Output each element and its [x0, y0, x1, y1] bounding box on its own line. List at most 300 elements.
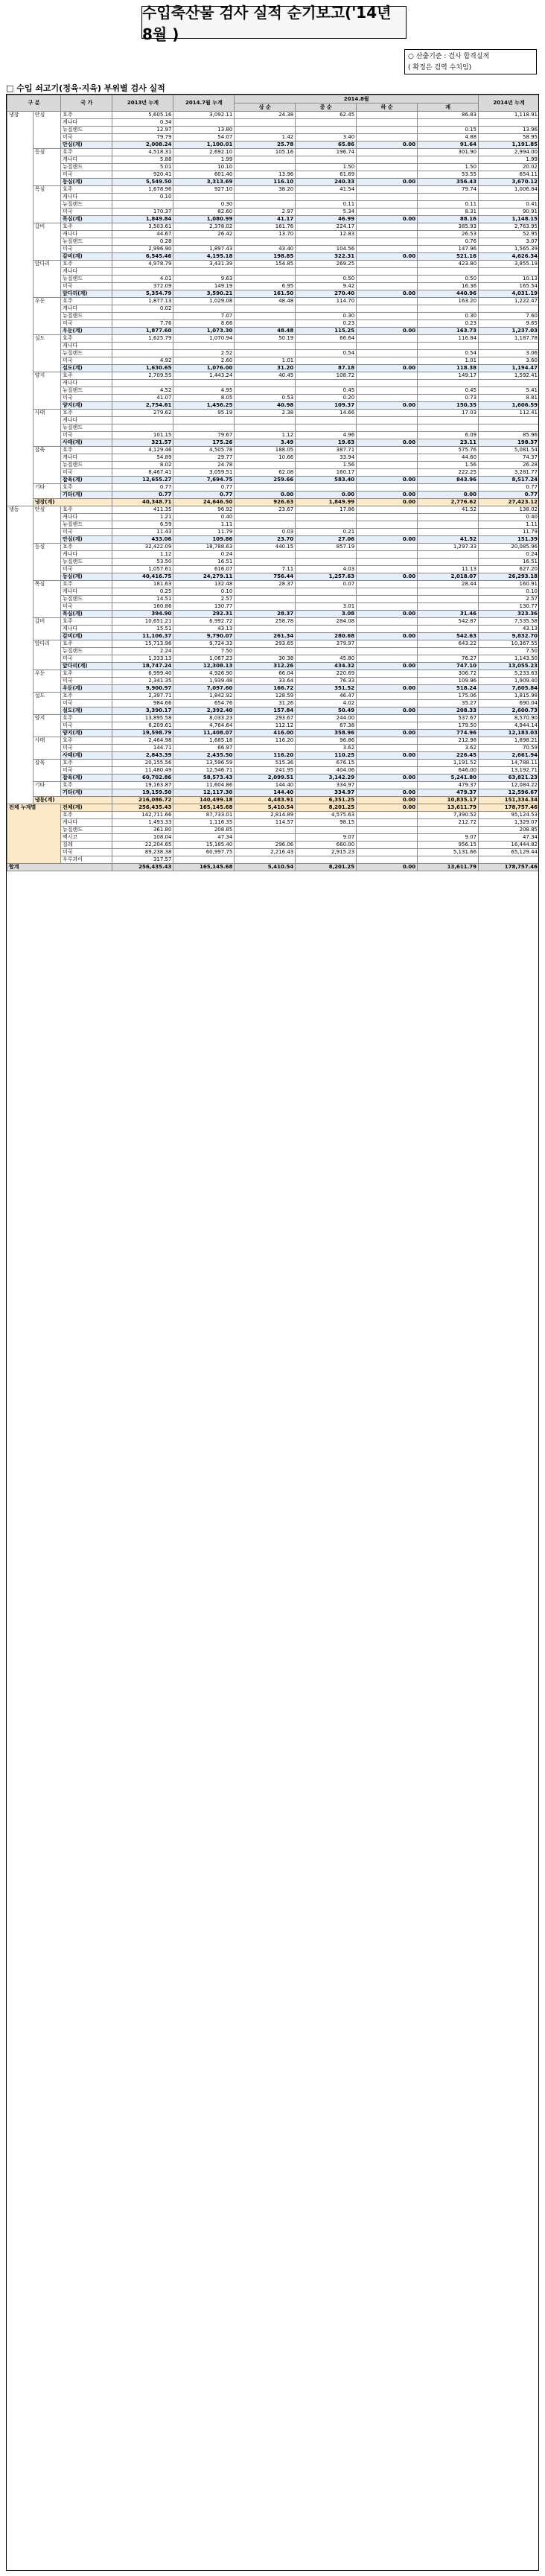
- value-cell: 179.50: [418, 722, 479, 730]
- value-cell: 4.01: [112, 276, 173, 283]
- value-cell: 416.00: [235, 730, 296, 737]
- value-cell: [357, 298, 418, 305]
- table-row: [7, 767, 540, 775]
- cut-part: 앞다리: [33, 640, 60, 670]
- value-cell: 322.31: [296, 253, 357, 261]
- subtotal-row: [7, 685, 540, 693]
- value-cell: 130.77: [479, 603, 539, 611]
- value-cell: 660.00: [296, 842, 357, 849]
- value-cell: 8,570.90: [479, 715, 539, 722]
- value-cell: [357, 529, 418, 536]
- value-cell: 2,843.39: [112, 752, 173, 760]
- value-cell: 0.23: [418, 320, 479, 328]
- value-cell: 2,814.89: [235, 812, 296, 819]
- subtotal-row: [7, 536, 540, 544]
- value-cell: 542.87: [418, 618, 479, 626]
- country-cell: 뉴질랜드: [60, 164, 112, 171]
- value-cell: 3.08: [296, 611, 357, 618]
- value-cell: 244.00: [296, 715, 357, 722]
- value-cell: [296, 156, 357, 164]
- value-cell: 62.08: [235, 469, 296, 477]
- value-cell: [357, 387, 418, 395]
- value-cell: 38.20: [235, 186, 296, 194]
- value-cell: [296, 238, 357, 246]
- value-cell: 6.59: [112, 521, 173, 529]
- value-cell: 1,849.84: [112, 216, 173, 223]
- value-cell: [357, 715, 418, 722]
- value-cell: 19,159.50: [112, 789, 173, 797]
- table-row: [7, 544, 540, 551]
- value-cell: 334.97: [296, 789, 357, 797]
- value-cell: 6,999.40: [112, 670, 173, 678]
- value-cell: 2,378.02: [173, 223, 235, 231]
- value-cell: [235, 305, 296, 313]
- table-row: [7, 350, 540, 357]
- subtotal-label: 우둔(계): [60, 328, 112, 335]
- cut-part: 양지: [33, 372, 60, 410]
- country-cell: 캐나다: [60, 343, 112, 350]
- value-cell: 1,678.96: [112, 186, 173, 194]
- value-cell: [357, 313, 418, 320]
- value-cell: [357, 581, 418, 588]
- value-cell: [357, 603, 418, 611]
- value-cell: 46.99: [296, 216, 357, 223]
- value-cell: 85.96: [479, 432, 539, 439]
- value-cell: 41.54: [296, 186, 357, 194]
- value-cell: [357, 849, 418, 856]
- value-cell: 616.07: [173, 566, 235, 573]
- value-cell: 58.95: [479, 134, 539, 141]
- value-cell: [357, 760, 418, 767]
- value-cell: [418, 521, 479, 529]
- value-cell: 161.50: [235, 290, 296, 298]
- value-cell: [418, 603, 479, 611]
- value-cell: 20,155.56: [112, 760, 173, 767]
- value-cell: 2.38: [235, 410, 296, 417]
- value-cell: 147.96: [418, 246, 479, 253]
- value-cell: 11,604.86: [173, 782, 235, 789]
- value-cell: 13,055.23: [479, 663, 539, 670]
- value-cell: 321.57: [112, 439, 173, 447]
- value-cell: 926.63: [235, 499, 296, 506]
- value-cell: [235, 276, 296, 283]
- value-cell: 2.60: [173, 357, 235, 365]
- country-cell: 뉴질랜드: [60, 350, 112, 357]
- subtotal-label: 설도(계): [60, 707, 112, 715]
- table-row: [7, 715, 540, 722]
- value-cell: 11,480.49: [112, 767, 173, 775]
- inspection-table: [7, 95, 539, 871]
- value-cell: 116.20: [235, 752, 296, 760]
- value-cell: [418, 268, 479, 276]
- header-month-sum: 계: [418, 104, 479, 112]
- value-cell: 2,464.98: [112, 737, 173, 745]
- header-early-month: 상 순: [235, 104, 296, 112]
- table-row: [7, 112, 540, 119]
- value-cell: 18,788.63: [173, 544, 235, 551]
- value-cell: 3.62: [418, 745, 479, 752]
- value-cell: [173, 856, 235, 864]
- value-cell: [235, 127, 296, 134]
- value-cell: [235, 164, 296, 171]
- value-cell: 222.25: [418, 469, 479, 477]
- grand-row: [7, 856, 540, 864]
- value-cell: 40,348.71: [112, 499, 173, 506]
- country-cell: 미국: [60, 655, 112, 663]
- table-row: [7, 246, 540, 253]
- value-cell: 3.01: [296, 603, 357, 611]
- subtotal-label: 양지(계): [60, 402, 112, 410]
- table-row: [7, 469, 540, 477]
- value-cell: 1,592.41: [479, 372, 539, 380]
- subtotal-row: [7, 663, 540, 670]
- value-cell: 296.06: [235, 842, 296, 849]
- value-cell: 98.15: [296, 819, 357, 827]
- value-cell: 12,655.27: [112, 477, 173, 484]
- country-cell: 호주: [60, 447, 112, 454]
- value-cell: [296, 305, 357, 313]
- value-cell: [479, 268, 539, 276]
- value-cell: 2,600.73: [479, 707, 539, 715]
- value-cell: 13.96: [479, 127, 539, 134]
- value-cell: 518.24: [418, 685, 479, 693]
- value-cell: [357, 514, 418, 521]
- value-cell: 95,124.53: [479, 812, 539, 819]
- value-cell: 4.03: [296, 566, 357, 573]
- value-cell: 2,008.24: [112, 141, 173, 149]
- subtotal-label: 사태(계): [60, 752, 112, 760]
- table-row: [7, 335, 540, 343]
- value-cell: 385.93: [418, 223, 479, 231]
- value-cell: [235, 462, 296, 469]
- table-row: [7, 387, 540, 395]
- value-cell: [357, 320, 418, 328]
- value-cell: 108.04: [112, 834, 173, 842]
- value-cell: 0.03: [235, 529, 296, 536]
- header-late-month: 하 순: [357, 104, 418, 112]
- storage-category: 냉장: [7, 112, 34, 506]
- value-cell: 5.41: [479, 387, 539, 395]
- value-cell: 5,410.54: [235, 864, 296, 871]
- value-cell: 3,142.29: [296, 775, 357, 782]
- value-cell: 4,575.63: [296, 812, 357, 819]
- value-cell: 160.91: [479, 581, 539, 588]
- value-cell: 927.10: [173, 186, 235, 194]
- value-cell: 15,713.96: [112, 640, 173, 648]
- value-cell: 4,483.91: [235, 797, 296, 804]
- value-cell: 2.24: [112, 648, 173, 655]
- value-cell: 116.20: [235, 737, 296, 745]
- country-cell: 뉴질랜드: [60, 238, 112, 246]
- value-cell: [235, 834, 296, 842]
- value-cell: 3,855.19: [479, 261, 539, 268]
- value-cell: [235, 856, 296, 864]
- value-cell: [296, 514, 357, 521]
- value-cell: 3,313.69: [173, 179, 235, 186]
- value-cell: 394.90: [112, 611, 173, 618]
- value-cell: 26.42: [173, 231, 235, 238]
- value-cell: 0.34: [112, 119, 173, 127]
- subtotal-row: [7, 253, 540, 261]
- value-cell: 16,444.82: [479, 842, 539, 849]
- value-cell: 19,163.87: [112, 782, 173, 789]
- value-cell: 284.08: [296, 618, 357, 626]
- value-cell: [235, 417, 296, 424]
- value-cell: 14.51: [112, 596, 173, 603]
- value-cell: [479, 305, 539, 313]
- value-cell: 45.80: [296, 655, 357, 663]
- value-cell: 515.36: [235, 760, 296, 767]
- value-cell: 28.37: [235, 611, 296, 618]
- value-cell: 11.79: [173, 529, 235, 536]
- table-row: [7, 238, 540, 246]
- country-cell: 캐나다: [60, 380, 112, 387]
- value-cell: 0.00: [357, 789, 418, 797]
- table-row: [7, 618, 540, 626]
- value-cell: 1,333.13: [112, 655, 173, 663]
- value-cell: [357, 551, 418, 559]
- value-cell: 108.72: [296, 372, 357, 380]
- value-cell: 654.76: [173, 700, 235, 707]
- value-cell: 292.31: [173, 611, 235, 618]
- value-cell: [296, 194, 357, 201]
- value-cell: 165.54: [479, 283, 539, 290]
- value-cell: 12,308.13: [173, 663, 235, 670]
- value-cell: 14,788.11: [479, 760, 539, 767]
- value-cell: 7.07: [173, 313, 235, 320]
- table-row: [7, 700, 540, 707]
- table-row: [7, 596, 540, 603]
- subtotal-label: 등심(계): [60, 179, 112, 186]
- value-cell: [235, 514, 296, 521]
- subtotal-row: [7, 633, 540, 640]
- value-cell: 1,815.98: [479, 693, 539, 700]
- value-cell: 0.00: [357, 752, 418, 760]
- value-cell: [235, 745, 296, 752]
- value-cell: [112, 380, 173, 387]
- value-cell: [418, 596, 479, 603]
- value-cell: [357, 842, 418, 849]
- subtotal-row: [7, 730, 540, 737]
- value-cell: 1,080.99: [173, 216, 235, 223]
- country-cell: 캐나다: [60, 588, 112, 596]
- value-cell: 5,241.80: [418, 775, 479, 782]
- value-cell: [357, 834, 418, 842]
- table-row: [7, 164, 540, 171]
- value-cell: 0.00: [235, 492, 296, 499]
- country-cell: 호주: [60, 693, 112, 700]
- value-cell: 270.40: [296, 290, 357, 298]
- value-cell: [357, 268, 418, 276]
- value-cell: 1,057.61: [112, 566, 173, 573]
- value-cell: 0.28: [112, 238, 173, 246]
- country-cell: 호주: [60, 223, 112, 231]
- value-cell: 48.48: [235, 328, 296, 335]
- value-cell: 208.85: [173, 827, 235, 834]
- table-row: [7, 462, 540, 469]
- value-cell: 47.34: [479, 834, 539, 842]
- value-cell: 165,145.68: [173, 804, 235, 812]
- value-cell: 654.11: [479, 171, 539, 179]
- table-row: [7, 626, 540, 633]
- value-cell: 9.07: [418, 834, 479, 842]
- table-row: [7, 171, 540, 179]
- value-cell: 2.57: [479, 596, 539, 603]
- value-cell: [235, 596, 296, 603]
- value-cell: 149.19: [173, 283, 235, 290]
- value-cell: [479, 380, 539, 387]
- value-cell: 1,073.30: [173, 328, 235, 335]
- value-cell: [235, 588, 296, 596]
- value-cell: [357, 700, 418, 707]
- value-cell: 216,086.72: [112, 797, 173, 804]
- table-row: [7, 134, 540, 141]
- value-cell: 114.70: [296, 298, 357, 305]
- country-cell: 미국: [60, 722, 112, 730]
- value-cell: 2,341.35: [112, 678, 173, 685]
- cut-part: 잡육: [33, 760, 60, 782]
- value-cell: 0.00: [357, 663, 418, 670]
- value-cell: [235, 119, 296, 127]
- report-title: 수입축산물 검사 실적 순기보고('14년 8월 ): [141, 6, 407, 39]
- value-cell: 132.48: [173, 581, 235, 588]
- value-cell: 61.69: [296, 171, 357, 179]
- country-cell: 호주: [60, 335, 112, 343]
- value-cell: [112, 424, 173, 432]
- value-cell: 0.24: [479, 551, 539, 559]
- value-cell: 0.24: [173, 551, 235, 559]
- value-cell: 8,201.25: [296, 804, 357, 812]
- value-cell: 379.97: [296, 640, 357, 648]
- value-cell: 43.13: [479, 626, 539, 633]
- value-cell: 774.96: [418, 730, 479, 737]
- grand-row: [7, 834, 540, 842]
- value-cell: 170.37: [112, 209, 173, 216]
- value-cell: 643.22: [418, 640, 479, 648]
- table-row: [7, 357, 540, 365]
- category-total-label: 냉동(계): [33, 797, 112, 804]
- country-cell: 호주: [60, 410, 112, 417]
- value-cell: 434.32: [296, 663, 357, 670]
- grand-row: [7, 842, 540, 849]
- value-cell: 15.51: [112, 626, 173, 633]
- value-cell: [357, 856, 418, 864]
- value-cell: 76.27: [418, 655, 479, 663]
- subtotal-row: [7, 328, 540, 335]
- table-row: [7, 209, 540, 216]
- value-cell: [296, 626, 357, 633]
- value-cell: 601.40: [173, 171, 235, 179]
- table-row: [7, 186, 540, 194]
- value-cell: 24.78: [173, 462, 235, 469]
- cut-part: 사태: [33, 410, 60, 447]
- value-cell: 0.00: [357, 477, 418, 484]
- value-cell: [418, 514, 479, 521]
- value-cell: 15,185.40: [173, 842, 235, 849]
- value-cell: 293.67: [235, 715, 296, 722]
- value-cell: [357, 201, 418, 209]
- value-cell: 0.76: [418, 238, 479, 246]
- value-cell: 0.30: [296, 313, 357, 320]
- value-cell: 0.21: [296, 529, 357, 536]
- value-cell: 1.42: [235, 134, 296, 141]
- cut-part: 갈비: [33, 223, 60, 261]
- value-cell: [357, 521, 418, 529]
- country-cell: 캐나다: [60, 551, 112, 559]
- value-cell: 312.26: [235, 663, 296, 670]
- value-cell: [296, 856, 357, 864]
- value-cell: 7.11: [235, 566, 296, 573]
- value-cell: 43.40: [235, 246, 296, 253]
- value-cell: [357, 283, 418, 290]
- value-cell: 542.63: [418, 633, 479, 640]
- value-cell: 4.02: [296, 700, 357, 707]
- cut-part: 사태: [33, 737, 60, 760]
- value-cell: 3.06: [479, 350, 539, 357]
- subtotal-label: 사태(계): [60, 439, 112, 447]
- value-cell: 2,915.23: [296, 849, 357, 856]
- value-cell: 8,201.25: [296, 864, 357, 871]
- subtotal-row: [7, 573, 540, 581]
- value-cell: [173, 268, 235, 276]
- table-row: [7, 223, 540, 231]
- value-cell: 160.86: [112, 603, 173, 611]
- subtotal-row: [7, 439, 540, 447]
- value-cell: 3.62: [296, 745, 357, 752]
- value-cell: 1,237.03: [479, 328, 539, 335]
- grand-country-cell: 미국: [60, 849, 112, 856]
- table-row: [7, 380, 540, 387]
- value-cell: [357, 640, 418, 648]
- value-cell: [357, 343, 418, 350]
- cut-part: 양지: [33, 715, 60, 737]
- value-cell: 0.77: [173, 484, 235, 492]
- value-cell: 10.10: [173, 164, 235, 171]
- value-cell: 1,897.43: [173, 246, 235, 253]
- value-cell: 144.40: [235, 782, 296, 789]
- country-cell: 뉴질랜드: [60, 387, 112, 395]
- value-cell: 1.21: [112, 514, 173, 521]
- value-cell: [296, 559, 357, 566]
- value-cell: 41.17: [235, 216, 296, 223]
- table-row: [7, 603, 540, 611]
- subtotal-row: [7, 707, 540, 715]
- value-cell: 6.09: [418, 432, 479, 439]
- subtotal-row: [7, 365, 540, 372]
- value-cell: 0.00: [357, 536, 418, 544]
- value-cell: 479.37: [418, 782, 479, 789]
- value-cell: [418, 119, 479, 127]
- value-cell: [357, 156, 418, 164]
- value-cell: [357, 827, 418, 834]
- value-cell: [235, 484, 296, 492]
- value-cell: [357, 454, 418, 462]
- value-cell: 105.16: [235, 149, 296, 156]
- value-cell: [418, 484, 479, 492]
- value-cell: 32,422.09: [112, 544, 173, 551]
- value-cell: 1,194.47: [479, 365, 539, 372]
- value-cell: [357, 171, 418, 179]
- value-cell: 166.72: [235, 685, 296, 693]
- value-cell: 423.80: [418, 261, 479, 268]
- value-cell: 9,900.97: [112, 685, 173, 693]
- value-cell: 0.00: [357, 439, 418, 447]
- subtotal-row: [7, 402, 540, 410]
- criteria-note: [404, 49, 537, 74]
- value-cell: 0.11: [296, 201, 357, 209]
- grand-country-cell: 우루과이: [60, 856, 112, 864]
- country-cell: 미국: [60, 529, 112, 536]
